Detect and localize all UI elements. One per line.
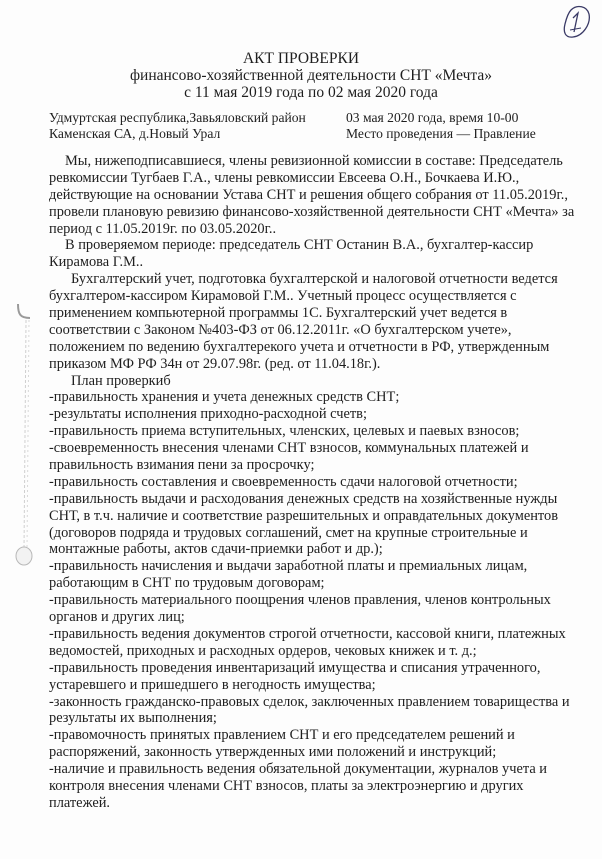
body-line: применением компьютерной программы 1С. Бухгалтерский учет ведется в (49, 305, 508, 322)
location-block (49, 110, 306, 142)
body-line: действующие на основании Устава СНТ и решения общего собрания от 11.05.2019г., (49, 186, 568, 203)
plan-item: -законность гражданско-правовых сделок, заключенных правлением товарищества и (49, 693, 570, 710)
body-line: Бухгалтерский учет, подготовка бухгалтерской и налоговой отчетности ведется (71, 271, 558, 288)
plan-item: работающим в СНТ по трудовым договорам; (49, 575, 325, 592)
body-line: соответствии с Законом №403-ФЗ от 06.12.2011г. «О бухгалтерском учете», (49, 321, 512, 338)
plan-item: -своевременность внесения членами СНТ взносов, коммунальных платежей и (49, 440, 529, 457)
plan-item: -правильность начисления и выдачи заработной платы и премиальных лицам, (49, 558, 528, 575)
location-village: Каменская СА, д.Новый Урал (49, 126, 221, 141)
body-line: приказом МФ РФ 34н от 29.07.98г. (ред. от 11.04.18г.). (49, 355, 381, 372)
plan-item: -результаты исполнения приходно-расходной счетв; (49, 406, 367, 423)
subtitle-organization: финансово-хозяйственной деятельности СНТ «Мечта» (130, 67, 492, 84)
plan-item: платежей. (49, 794, 111, 811)
plan-item: -правильность проведения инвентаризаций имущества и списания утраченного, (49, 659, 541, 676)
plan-item: СНТ, в т.ч. наличие и соответствие разрешительных и оправдательных документов (49, 507, 559, 524)
plan-item: -правильность выдачи и расходования денежных средств на хозяйственные нужды (49, 490, 558, 507)
plan-item: (договоров подряда и трудовых соглашений, смет на крупные строительные и (49, 524, 528, 541)
body-line: период с 11.05.2019г. по 03.05.2020г.. (49, 220, 277, 237)
plan-item: ведомостей, приходных и расходных ордеров, чековых книжек и т. д.; (49, 642, 477, 659)
body-line: провели плановую ревизию финансово-хозяйственной деятельности СНТ «Мечта» за (49, 203, 575, 220)
body-line: бухгалтером-кассиром Кирамовой Г.М.. Учетный процесс осуществляется с (49, 288, 517, 305)
handwritten-page-number-mark (561, 4, 591, 40)
document-subtitle (0, 67, 602, 101)
date-place-block (346, 110, 536, 142)
body-line: Мы, нижеподписавшиеся, члены ревизионной комиссии в составе: Председатель (65, 153, 563, 169)
plan-item: устаревшего и пришедшего в негодность имущества; (49, 676, 376, 693)
plan-item: -правильность ведения документов строгой отчетности, кассовой книги, платежных (49, 625, 566, 642)
plan-item: правильность взимания пени за просрочку; (49, 457, 315, 474)
plan-item: -правильность составления и своевременность сдачи налоговой отчетности; (49, 473, 518, 490)
plan-item: -правильность хранения и учета денежных средств СНТ; (49, 389, 400, 406)
body-line: ревкомиссии Тугбаев Г.А., члены ревкомиссии Евсеева О.Н., Бочкаева И.Ю., (49, 169, 520, 186)
binding-staple-mark (14, 300, 36, 570)
plan-item: -правильность материального поощрения членов правления, членов контрольных (49, 592, 551, 609)
plan-item: органов и других лиц; (49, 609, 185, 626)
plan-item: контроля внесения членами СНТ взносов, платы за электроэнергию и других (49, 777, 524, 794)
title-text: АКТ ПРОВЕРКИ (242, 50, 360, 67)
document-title (0, 50, 602, 67)
plan-item: монтажные работы, актов сдачи-приемки работ и др.); (49, 541, 383, 558)
body-line: Кирамова Г.М.. (49, 254, 144, 271)
document-body (49, 153, 575, 812)
location-region: Удмуртская республика,Завьяловский район (49, 110, 306, 125)
body-line: положением по ведению бухгалтерекого учета и отчетности в РФ, утвержденным (49, 338, 550, 355)
plan-heading: План проверкиб (71, 372, 171, 389)
plan-item: результаты их выполнения; (49, 710, 217, 727)
plan-item: -правомочность принятых правлением СНТ и его председателем решений и (49, 727, 515, 744)
subtitle-period: с 11 мая 2019 года по 02 мая 2020 года (184, 84, 438, 101)
date-time: 03 мая 2020 года, время 10-00 (346, 110, 519, 125)
venue: Место проведения — Правление (346, 126, 536, 141)
plan-item: -наличие и правильность ведения обязательной документации, журналов учета и (49, 761, 548, 778)
plan-item: -правильность приема вступительных, членских, целевых и паевых взносов; (49, 423, 520, 440)
plan-item: распоряжений, законность утвержденных ими положений и инструкций; (49, 744, 497, 761)
body-line: В проверяемом периоде: председатель СНТ Останин В.А., бухгалтер-кассир (65, 237, 534, 254)
